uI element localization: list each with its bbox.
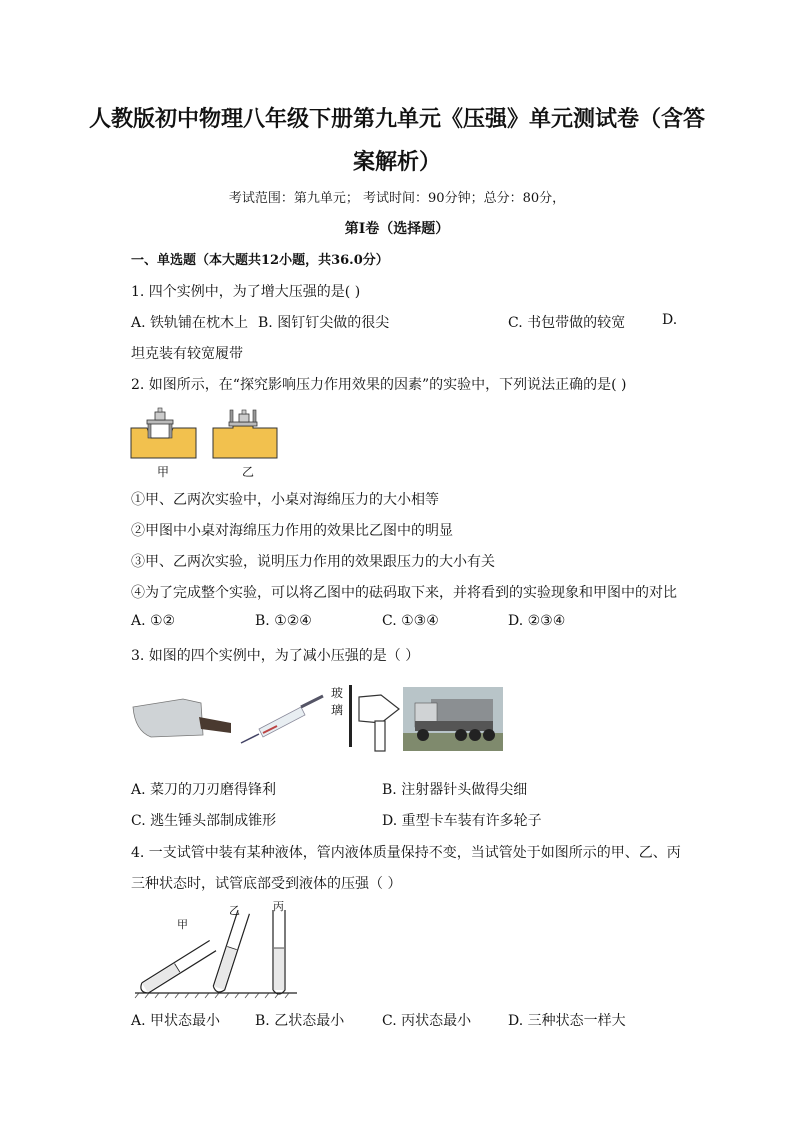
q2-option-a: A. ①② xyxy=(131,613,176,629)
document-title-line1: 人教版初中物理八年级下册第九单元《压强》单元测试卷（含答 xyxy=(88,106,705,132)
question-4-stem-line1: 4. 一支试管中装有某种液体，管内液体质量保持不变，当试管处于如图所示的甲、乙、丙 xyxy=(131,845,681,861)
q3-examples-figure xyxy=(131,685,506,755)
syringe-image xyxy=(231,687,326,753)
q4-option-b: B. 乙状态最小 xyxy=(255,1013,345,1029)
q3-option-c: C. 逃生锤头部制成锥形 xyxy=(131,813,277,829)
question-1-stem: 1. 四个实例中，为了增大压强的是( ) xyxy=(131,284,361,300)
truck-image xyxy=(403,687,503,751)
question-3-stem: 3. 如图的四个实例中，为了减小压强的是（ ） xyxy=(131,648,420,664)
q3-option-d: D. 重型卡车装有许多轮子 xyxy=(382,813,542,829)
q1-option-a: A. 铁轨铺在枕木上 xyxy=(131,315,249,331)
q2-figure-label-left: 甲 xyxy=(157,465,170,479)
q4-tube-label-2: 乙 xyxy=(229,904,240,917)
q4-option-d: D. 三种状态一样大 xyxy=(508,1013,626,1029)
q2-option-c: C. ①③④ xyxy=(382,613,439,629)
q2-option-d: D. ②③④ xyxy=(508,613,566,629)
q2-figure-label-right: 乙 xyxy=(242,465,255,479)
q2-option-b: B. ①②④ xyxy=(255,613,312,629)
q2-statement-1: ①甲、乙两次实验中，小桌对海绵压力的大小相等 xyxy=(131,492,439,508)
section-title: 一、单选题（本大题共12小题，共36.0分） xyxy=(131,253,389,268)
q1-option-b: B. 图钉钉尖做的很尖 xyxy=(258,315,390,331)
question-4-stem-line2: 三种状态时，试管底部受到液体的压强（ ） xyxy=(131,876,402,892)
q3-option-b: B. 注射器针头做得尖细 xyxy=(382,782,528,798)
q1-option-d: D. xyxy=(662,312,678,328)
q1-option-d-text: 坦克装有较宽履带 xyxy=(131,346,243,362)
q2-experiment-figure xyxy=(129,402,281,480)
cleaver-image xyxy=(133,699,231,737)
escape-hammer-image xyxy=(359,695,399,751)
q4-option-c: C. 丙状态最小 xyxy=(382,1013,472,1029)
q3-glass-label: 玻 璃 xyxy=(331,686,344,717)
q2-statement-4: ④为了完成整个实验，可以将乙图中的砝码取下来，并将看到的实验现象和甲图中的对比 xyxy=(131,585,677,601)
q4-tube-label-3: 丙 xyxy=(273,900,284,913)
part-title: 第I卷（选择题） xyxy=(344,221,450,237)
exam-info: 考试范围：第九单元； 考试时间：90分钟；总分：80分， xyxy=(228,191,566,206)
q1-option-c: C. 书包带做的较宽 xyxy=(508,315,626,331)
document-title-line2: 案解析） xyxy=(352,149,441,175)
q4-option-a: A. 甲状态最小 xyxy=(131,1013,221,1029)
q3-option-a: A. 菜刀的刀刃磨得锋利 xyxy=(131,782,277,798)
q2-statement-2: ②甲图中小桌对海绵压力作用的效果比乙图中的明显 xyxy=(131,523,453,539)
q2-statement-3: ③甲、乙两次实验，说明压力作用的效果跟压力的大小有关 xyxy=(131,554,495,570)
q4-tube-label-1: 甲 xyxy=(177,918,188,931)
q4-test-tubes-figure xyxy=(131,900,301,1000)
question-2-stem: 2. 如图所示，在“探究影响压力作用效果的因素”的实验中，下列说法正确的是( ) xyxy=(131,377,627,393)
